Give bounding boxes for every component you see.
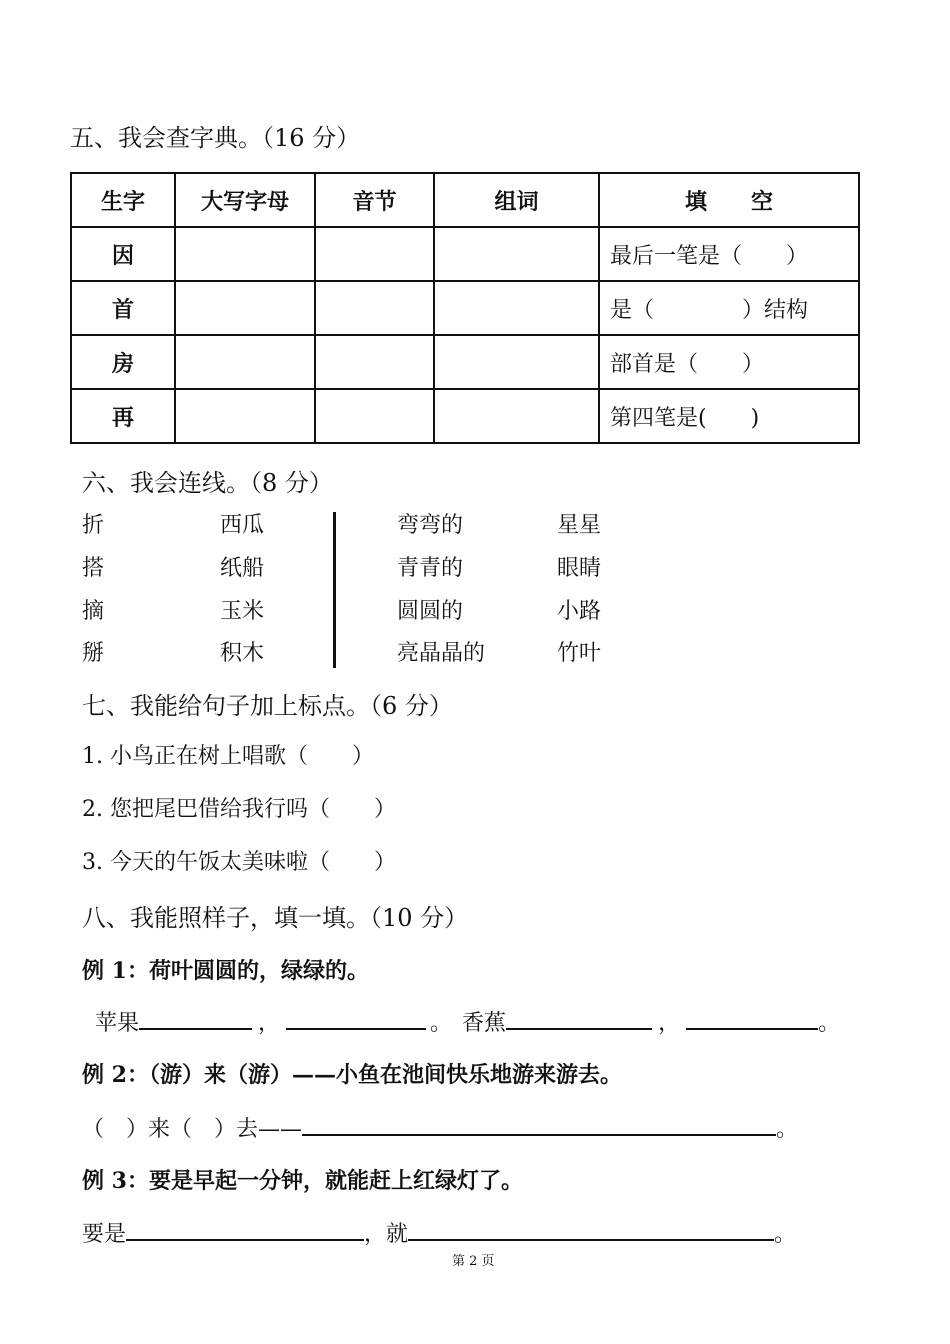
row-char: 房 [71, 335, 175, 389]
punctuation-sentence[interactable]: 1. 小鸟正在树上唱歌（ ） [82, 744, 374, 769]
answer-blank[interactable] [302, 1112, 776, 1136]
verb-item[interactable]: 掰 [82, 641, 105, 666]
example-3: 例 3：要是早起一分钟，就能赶上红绿灯了。 [82, 1168, 523, 1194]
syllable-cell[interactable] [315, 281, 434, 335]
answer-blank[interactable] [686, 1006, 818, 1030]
answer-blank[interactable] [408, 1217, 774, 1241]
adjective-item[interactable]: 亮晶晶的 [397, 641, 486, 666]
word-if: 要是 [82, 1222, 127, 1247]
table-row [71, 335, 859, 389]
adjective-item[interactable]: 弯弯的 [397, 513, 464, 538]
example-1-answer-line [95, 1006, 840, 1037]
capital-cell[interactable] [175, 335, 315, 389]
noun-item[interactable]: 小路 [557, 599, 602, 624]
word-then: ，就 [364, 1222, 409, 1247]
noun-item[interactable]: 星星 [557, 513, 602, 538]
fill-cell[interactable]: 部首是（ ） [599, 335, 859, 389]
object-item[interactable]: 纸船 [220, 556, 265, 581]
fill-cell[interactable]: 第四笔是( ) [599, 389, 859, 443]
answer-blank[interactable] [126, 1217, 364, 1241]
section8-title: 八、我能照样子，填一填。（10 分） [82, 904, 469, 932]
word-cell[interactable] [434, 281, 599, 335]
noun-item[interactable]: 竹叶 [557, 641, 602, 666]
header-syllable: 音节 [315, 173, 434, 227]
section6-title: 六、我会连线。（8 分） [82, 469, 333, 497]
adjective-item[interactable]: 青青的 [397, 556, 464, 581]
example-2: 例 2：（游）来（游）——小鱼在池间快乐地游来游去。 [82, 1062, 622, 1088]
fill-cell[interactable]: 最后一笔是（ ） [599, 227, 859, 281]
word-banana: 香蕉 [462, 1011, 507, 1036]
row-char: 再 [71, 389, 175, 443]
comma: ， [658, 1011, 681, 1036]
verb-item[interactable]: 搭 [82, 556, 105, 581]
verb-item[interactable]: 摘 [82, 599, 105, 624]
period: 。 [774, 1222, 797, 1247]
noun-item[interactable]: 眼睛 [557, 556, 602, 581]
example-2-prefix[interactable]: （ ）来（ ）去—— [82, 1117, 303, 1142]
capital-cell[interactable] [175, 227, 315, 281]
word-cell[interactable] [434, 389, 599, 443]
adjective-item[interactable]: 圆圆的 [397, 599, 464, 624]
word-cell[interactable] [434, 227, 599, 281]
syllable-cell[interactable] [315, 335, 434, 389]
example-1: 例 1：荷叶圆圆的，绿绿的。 [82, 958, 369, 984]
example-3-answer-line [82, 1217, 796, 1248]
example-2-answer-line [82, 1112, 798, 1143]
fill-cell[interactable]: 是（ ）结构 [599, 281, 859, 335]
row-char: 首 [71, 281, 175, 335]
word-apple: 苹果 [95, 1011, 140, 1036]
row-char: 因 [71, 227, 175, 281]
header-char: 生字 [71, 173, 175, 227]
object-item[interactable]: 积木 [220, 641, 265, 666]
section7-title: 七、我能给句子加上标点。（6 分） [82, 692, 453, 720]
punctuation-sentence[interactable]: 2. 您把尾巴借给我行吗（ ） [82, 797, 396, 822]
syllable-cell[interactable] [315, 389, 434, 443]
page-number: 第 2 页 [452, 1254, 495, 1269]
syllable-cell[interactable] [315, 227, 434, 281]
answer-blank[interactable] [286, 1006, 426, 1030]
capital-cell[interactable] [175, 281, 315, 335]
comma: ， [258, 1011, 281, 1036]
answer-blank[interactable] [506, 1006, 652, 1030]
verb-item[interactable]: 折 [82, 513, 105, 538]
table-row [71, 227, 859, 281]
period: 。 [818, 1011, 841, 1036]
header-capital: 大写字母 [175, 173, 315, 227]
capital-cell[interactable] [175, 389, 315, 443]
header-word: 组词 [434, 173, 599, 227]
answer-blank[interactable] [139, 1006, 252, 1030]
column-divider [333, 512, 336, 668]
period: 。 [430, 1011, 453, 1036]
table-row [71, 281, 859, 335]
table-header-row [71, 173, 859, 227]
period: 。 [776, 1117, 799, 1142]
object-item[interactable]: 西瓜 [220, 513, 265, 538]
object-item[interactable]: 玉米 [220, 599, 265, 624]
header-fill: 填 空 [599, 173, 859, 227]
dictionary-table [70, 172, 860, 444]
section5-title: 五、我会查字典。（16 分） [70, 124, 361, 152]
word-cell[interactable] [434, 335, 599, 389]
punctuation-sentence[interactable]: 3. 今天的午饭太美味啦（ ） [82, 850, 396, 875]
table-row [71, 389, 859, 443]
